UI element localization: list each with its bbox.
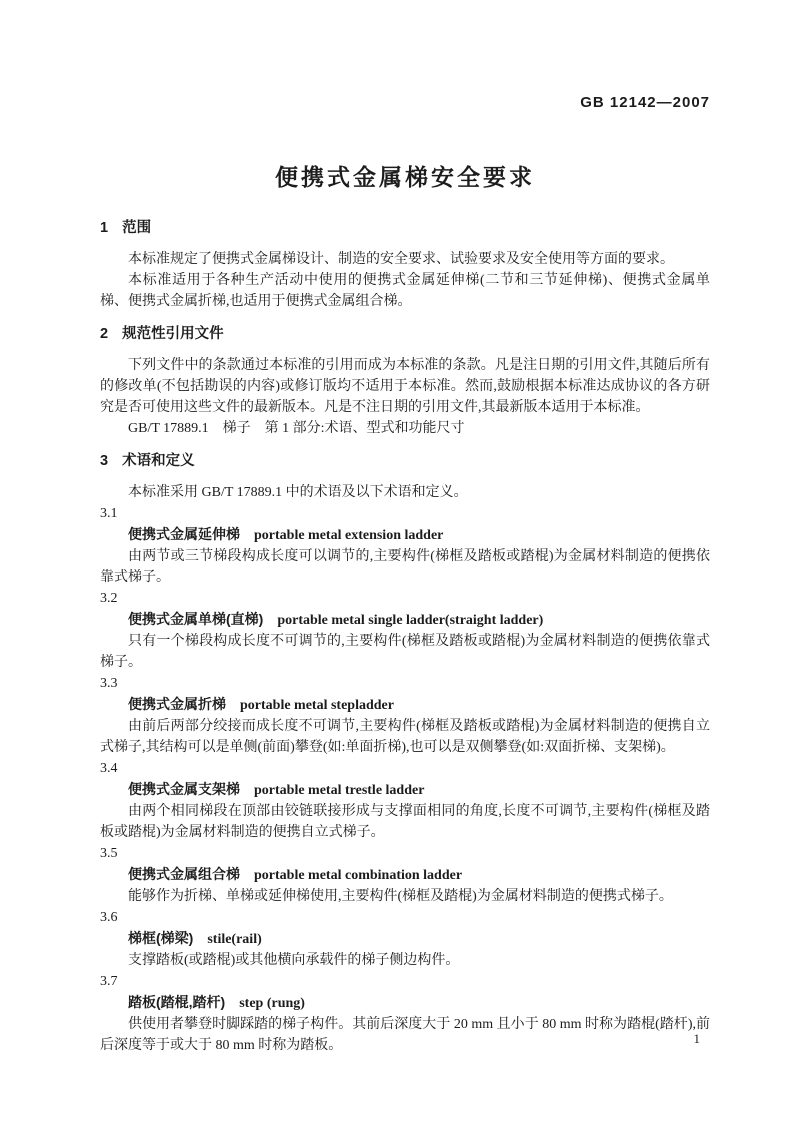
term-definition: 由两节或三节梯段构成长度可以调节的,主要构件(梯框及踏板或踏棍)为金属材料制造的便携依靠式梯子。: [100, 549, 710, 585]
document-title: 便携式金属梯安全要求: [275, 164, 535, 190]
term-definition: 支撑踏板(或踏棍)或其他横向承载件的梯子侧边构件。: [128, 953, 460, 968]
paragraph: 本标准采用 GB/T 17889.1 中的术语及以下术语和定义。: [128, 485, 468, 500]
section-title: 规范性引用文件: [122, 326, 224, 342]
page-number: 1: [693, 1031, 700, 1046]
term-name-zh: 便携式金属组合梯: [128, 866, 240, 882]
term-number: 3.3: [100, 676, 118, 691]
term-name-en: stile(rail): [207, 932, 262, 947]
section-heading-terms-definitions: [100, 451, 710, 472]
term-definition: 只有一个梯段构成长度不可调节的,主要构件(梯框及踏板或踏棍)为金属材料制造的便携依靠式梯子。: [100, 634, 710, 670]
term-name: [100, 928, 710, 950]
term-name-en: portable metal combination ladder: [254, 868, 463, 883]
term-name: [100, 609, 710, 631]
term-name-zh: 踏板(踏棍,踏杆): [128, 994, 226, 1010]
term-name-zh: 便携式金属折梯: [128, 696, 226, 712]
section-heading-scope: [100, 218, 710, 239]
term-definition: 供使用者攀登时脚踩踏的梯子构件。其前后深度大于 20 mm 且小于 80 mm 时称为踏棍(踏杆),前后深度等于或大于 80 mm 时称为踏板。: [100, 1017, 710, 1053]
term-name: [100, 864, 710, 886]
term-number: 3.2: [100, 591, 118, 606]
term-name-en: portable metal extension ladder: [254, 528, 444, 543]
term-name-zh: 便携式金属延伸梯: [128, 526, 240, 542]
term-number: 3.5: [100, 846, 118, 861]
term-block: [100, 907, 710, 971]
standard-code: GB 12142—2007: [580, 94, 710, 111]
term-name: [100, 779, 710, 801]
term-block: [100, 503, 710, 588]
term-block: [100, 971, 710, 1056]
term-number: 3.7: [100, 974, 118, 989]
term-name-zh: 梯框(梯梁): [128, 930, 194, 946]
term-name: [100, 694, 710, 716]
term-number: 3.1: [100, 506, 118, 521]
term-number: 3.4: [100, 761, 118, 776]
section-number: 3: [100, 453, 109, 469]
section-title: 范围: [122, 220, 152, 236]
term-definition: 由前后两部分绞接而成长度不可调节,主要构件(梯框及踏板或踏棍)为金属材料制造的便携自立式梯子,其结构可以是单侧(前面)攀登(如:单面折梯),也可以是双侧攀登(如:双面折梯、支架梯)。: [100, 719, 710, 755]
section-title: 术语和定义: [122, 453, 195, 469]
section-heading-normative-references: [100, 324, 710, 345]
term-block: [100, 758, 710, 843]
term-definition: 能够作为折梯、单梯或延伸梯使用,主要构件(梯框及踏棍)为金属材料制造的便携式梯子。: [128, 889, 673, 904]
referenced-standard: GB/T 17889.1 梯子 第 1 部分:术语、型式和功能尺寸: [128, 421, 465, 436]
term-number: 3.6: [100, 910, 118, 925]
term-name-zh: 便携式金属单梯(直梯): [128, 611, 264, 627]
term-name: [100, 992, 710, 1014]
paragraph: 本标准适用于各种生产活动中使用的便携式金属延伸梯(二节和三节延伸梯)、便携式金属单梯、便携式金属折梯,也适用于便携式金属组合梯。: [100, 273, 710, 309]
term-definition: 由两个相同梯段在顶部由铰链联接形成与支撑面相同的角度,长度不可调节,主要构件(梯框及踏板或踏棍)为金属材料制造的便携自立式梯子。: [100, 804, 710, 840]
section-number: 1: [100, 220, 109, 236]
term-name-en: portable metal stepladder: [240, 698, 394, 713]
term-name: [100, 524, 710, 546]
paragraph: 本标准规定了便携式金属梯设计、制造的安全要求、试验要求及安全使用等方面的要求。: [128, 252, 674, 267]
term-block: [100, 843, 710, 907]
section-number: 2: [100, 326, 109, 342]
term-name-en: portable metal trestle ladder: [254, 783, 425, 798]
paragraph: 下列文件中的条款通过本标准的引用而成为本标准的条款。凡是注日期的引用文件,其随后所有的修改单(不包括勘误的内容)或修订版均不适用于本标准。然而,鼓励根据本标准达成协议的各方研究是否可使用这些文件的最新版本。凡是不注日期的引用文件,其最新版本适用于本标准。: [100, 358, 710, 415]
term-block: [100, 588, 710, 673]
term-name-zh: 便携式金属支架梯: [128, 781, 240, 797]
term-name-en: portable metal single ladder(straight ladder): [277, 613, 544, 628]
term-block: [100, 673, 710, 758]
term-name-en: step (rung): [239, 996, 305, 1011]
